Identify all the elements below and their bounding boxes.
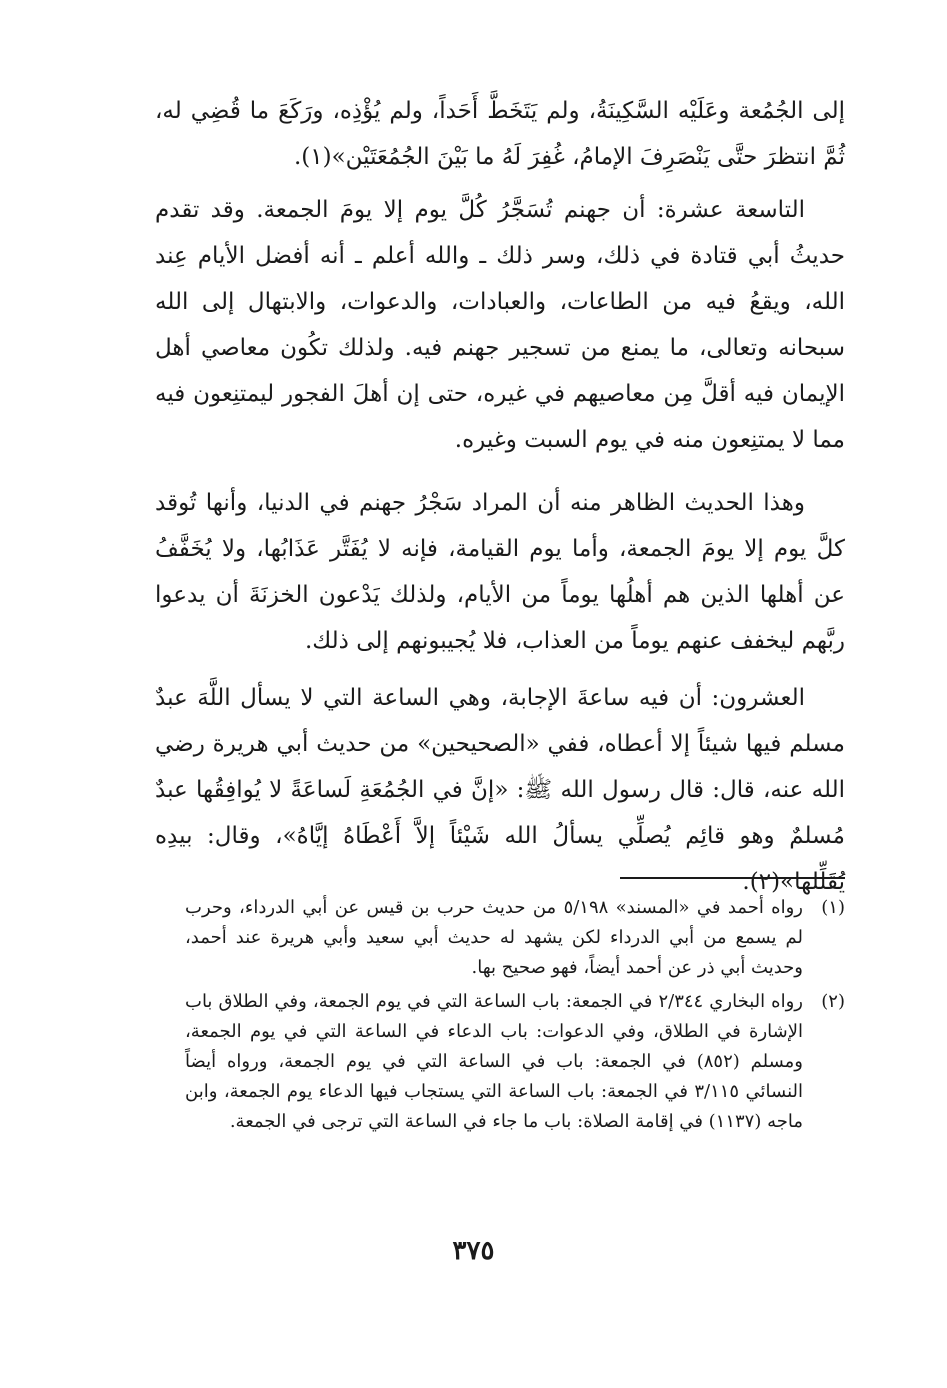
footnote-number: (٢) xyxy=(821,991,845,1012)
footnote-text: رواه البخاري ٢/٣٤٤ في الجمعة: باب الساعة التي في يوم الجمعة، وفي الطلاق باب الإشارة في الطلاق، وفي الدعوات: باب الدعاء في الساعة التي في يوم الجمعة، ومسلم (٨٥٢) في الجمعة: باب في الساعة التي في يوم الجمعة، ورواه أيضاً النسائي ٣/١١٥ في الجمعة: باب الساعة التي يستجاب فيها الدعاء يوم الجمعة، وابن ماجه (١١٣٧) في إقامة الصلاة: باب ما جاء في الساعة التي ترجى في الجمعة. xyxy=(185,991,803,1132)
paragraph-3: وهذا الحديث الظاهر منه أن المراد سَجْرُ جهنم في الدنيا، وأنها تُوقد كلَّ يوم إلا يومَ الجمعة، وأما يوم القيامة، فإنه لا يُفَتَّر عَذَابُها، ولا يُخَفَّفُ عن أهلها الذين هم أهلُها يوماً من الأيام، ولذلك يَدْعون الخزنَةَ أن يدعوا ربَّهم ليخفف عنهم يوماً من العذاب، فلا يُجيبونهم إلى ذلك. xyxy=(155,490,845,654)
footnote-2 xyxy=(185,987,845,1137)
footnotes xyxy=(185,893,845,1141)
paragraph-1: إلى الجُمُعة وعَلَيْه السَّكِينَةُ، ولم يَتَخَطَّ أَحَداً، ولم يُؤْذِه، ورَكَعَ ما قُضِي له، ثُمَّ انتظرَ حتَّى يَنْصَرِفَ الإمامُ، غُفِرَ لَهُ ما بَيْنَ الجُمُعَتَيْن»(١). xyxy=(155,98,845,170)
footnote-text: رواه أحمد في «المسند» ٥/١٩٨ من حديث حرب بن قيس عن أبي الدرداء، وحرب لم يسمع من أبي الدرداء لكن يشهد له حديث أبي سعيد وأبي هريرة عند أحمد، وحديث أبي ذر عن أحمد أيضاً، فهو صحيح بها. xyxy=(185,897,803,978)
footnote-divider xyxy=(620,877,845,879)
paragraph-2: التاسعة عشرة: أن جهنم تُسَجَّرُ كُلَّ يوم إلا يومَ الجمعة. وقد تقدم حديثُ أبي قتادة في ذلك، وسر ذلك ـ والله أعلم ـ أنه أفضل الأيام عِند الله، ويقعُ فيه من الطاعات، والعبادات، والدعوات، والابتهال إلى الله سبحانه وتعالى، ما يمنع من تسجير جهنم فيه. ولذلك تكُون معاصي أهل الإيمان فيه أقلَّ مِن معاصيهم في غيره، حتى إن أهلَ الفجور ليمتنِعون فيه مما لا يمتنِعون منه في يوم السبت وغيره. xyxy=(155,197,845,453)
page-number: ٣٧٥ xyxy=(452,1236,495,1266)
footnote-1 xyxy=(185,893,845,983)
footnote-number: (١) xyxy=(821,897,845,918)
paragraph-4: العشرون: أن فيه ساعةَ الإجابة، وهي الساعة التي لا يسأل اللَّهَ عبدٌ مسلم فيها شيئاً إلا أعطاه، ففي «الصحيحين» من حديث أبي هريرة رضي الله عنه، قال: قال رسول الله ﷺ: «إنَّ في الجُمُعَةِ لَساعَةً لا يُوافِقُها عبدٌ مُسلمٌ وهو قائِم يُصلِّي يسألُ الله شَيْئاً إلاَّ أَعْطَاهُ إيَّاهُ»، وقال: بيدِه يُقَلِّلها»(٢). xyxy=(155,685,845,895)
